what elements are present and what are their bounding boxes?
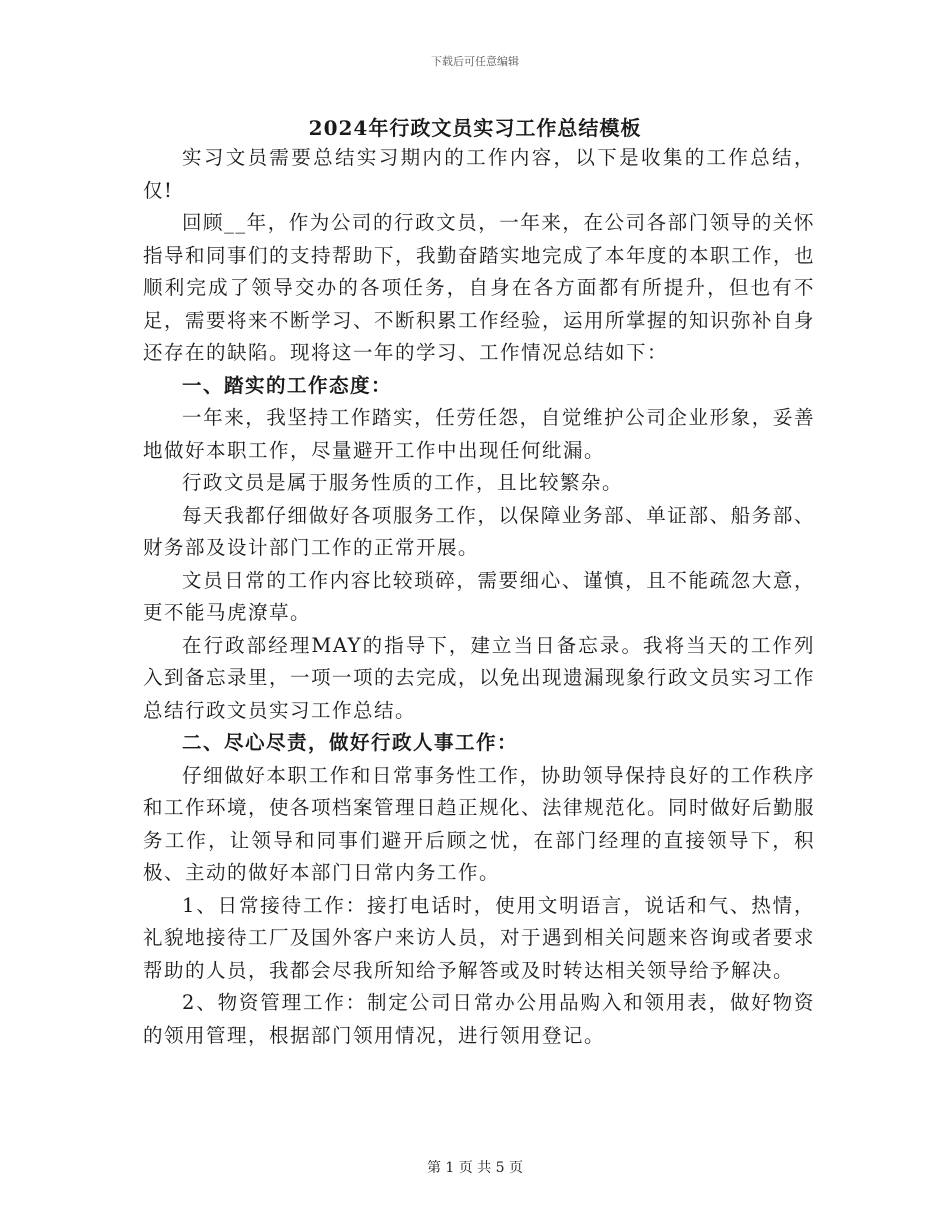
document-body: [143, 142, 815, 1052]
body-paragraph: 回顾__年，作为公司的行政文员，一年来，在公司各部门领导的关怀指导和同事们的支持帮助下，我勤奋踏实地完成了本年度的本职工作，也顺利完成了领导交办的各项任务，自身在各方面都有所提升，但也有不足，需要将来不断学习、不断积累工作经验，运用所掌握的知识弥补自身还存在的缺陷。现将这一年的学习、工作情况总结如下：: [143, 211, 816, 364]
page-number-footer: 第 1 页 共 5 页: [426, 1160, 524, 1176]
body-paragraph: 文员日常的工作内容比较琐碎，需要细心、谨慎，且不能疏忽大意，更不能马虎潦草。: [143, 568, 815, 624]
section-heading-2: 二、尽心尽责，做好行政人事工作：: [182, 731, 519, 754]
body-paragraph: 1、日常接待工作：接打电话时，使用文明语言，说话和气、热情，礼貌地接待工厂及国外客户来访人员，对于遇到相关问题来咨询或者要求帮助的人员，我都会尽我所知给予解答或及时转达相关领导给予解决。: [143, 893, 816, 982]
document-title: 2024年行政文员实习工作总结模板: [308, 116, 642, 140]
body-paragraph: 一年来，我坚持工作踏实，任劳任怨，自觉维护公司企业形象，妥善地做好本职工作，尽量避开工作中出现任何纰漏。: [143, 406, 815, 462]
header-note: 下载后可任意编辑: [431, 55, 519, 68]
body-paragraph: 2、物资管理工作：制定公司日常办公用品购入和领用表，做好物资的领用管理，根据部门领用情况，进行领用登记。: [143, 991, 815, 1047]
intro-paragraph: 实习文员需要总结实习期内的工作内容，以下是收集的工作总结，仅!: [143, 146, 815, 202]
body-paragraph: 每天我都仔细做好各项服务工作，以保障业务部、单证部、船务部、财务部及设计部门工作的正常开展。: [143, 503, 815, 559]
body-paragraph: 仔细做好本职工作和日常事务性工作，协助领导保持良好的工作秩序和工作环境，使各项档案管理日趋正规化、法律规范化。同时做好后勤服务工作，让领导和同事们避开后顾之忧，在部门经理的直接领导下，积极、主动的做好本部门日常内务工作。: [143, 763, 816, 884]
body-paragraph: 行政文员是属于服务性质的工作，且比较繁杂。: [182, 471, 624, 494]
body-paragraph: 在行政部经理MAY的指导下，建立当日备忘录。我将当天的工作列入到备忘录里，一项一项的去完成，以免出现遗漏现象行政文员实习工作总结行政文员实习工作总结。: [143, 633, 816, 722]
section-heading-1: 一、踏实的工作态度：: [182, 373, 393, 397]
